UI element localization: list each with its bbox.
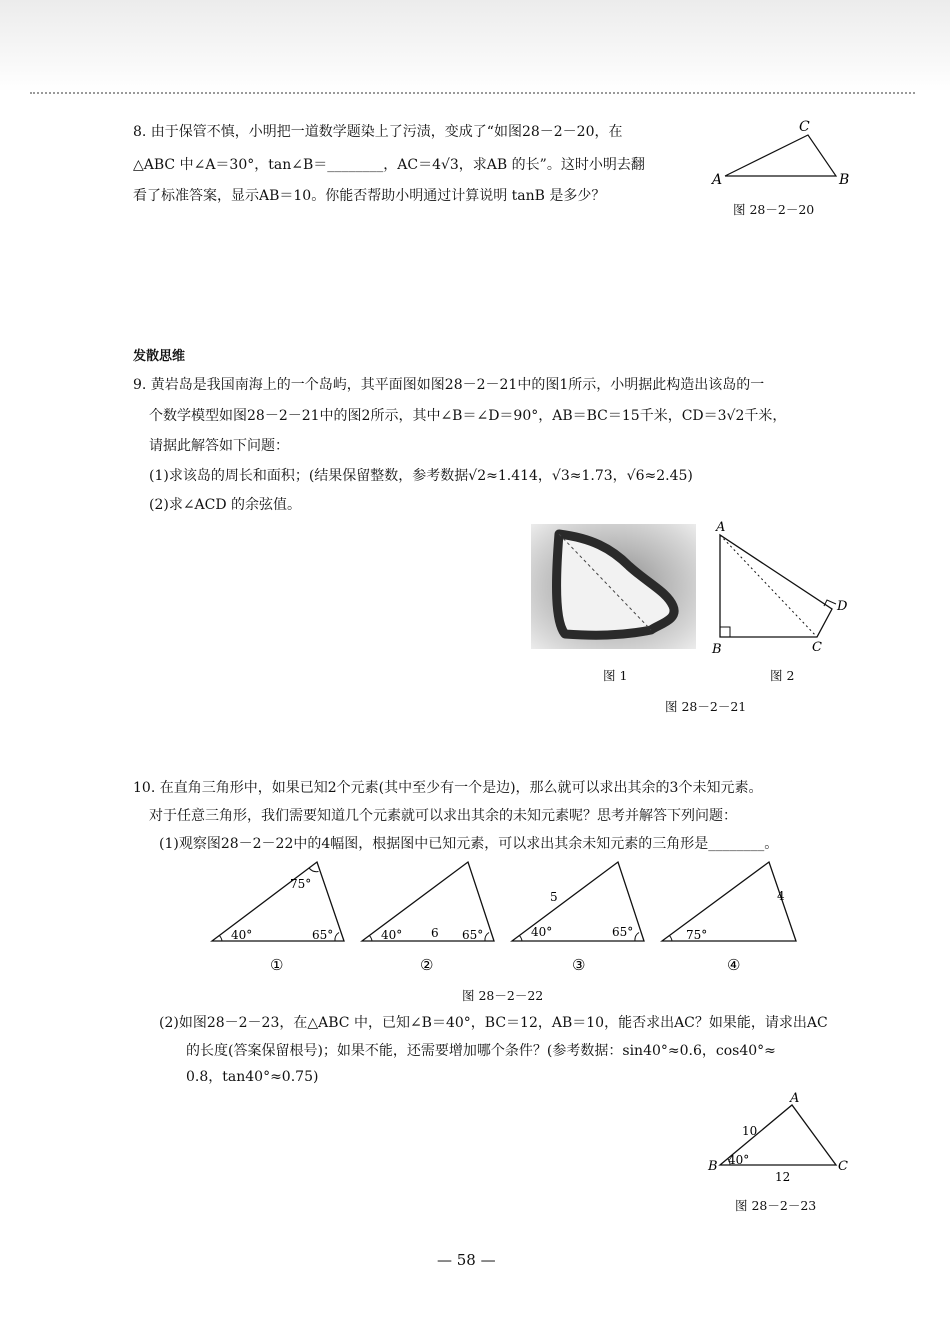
q9-line-2: 个数学模型如图28－2－21中的图2所示，其中∠B＝∠D＝90°，AB＝BC＝15千米，CD＝3√2千米，: [149, 408, 787, 424]
figure-2-quadrilateral: [705, 520, 855, 660]
t4-angle-left: 75°: [686, 928, 708, 942]
t4-side-right: 4: [777, 889, 785, 903]
t1-angle-right: 65°: [312, 928, 334, 942]
q9-line-1: 9. 黄岩岛是我国南海上的一个岛屿，其平面图如图28－2－21中的图1所示，小明据此构造出该岛的一: [133, 377, 765, 393]
page-number: — 58 —: [437, 1251, 496, 1269]
header-divider: [30, 92, 915, 94]
q9-line-4: (1)求该岛的周长和面积；(结果保留整数，参考数据√2≈1.414，√3≈1.73，√6≈2.45): [149, 468, 693, 484]
t3-angle-left: 40°: [531, 925, 553, 939]
q8-line-3: 看了标准答案，显示AB＝10。你能否帮助小明通过计算说明 tanB 是多少？: [133, 188, 606, 204]
fig23-angle-b: 40°: [728, 1153, 750, 1167]
fig20-label-c: C: [799, 119, 810, 135]
figure-28-2-20: [705, 118, 855, 193]
figure-28-2-22: [200, 855, 810, 975]
q10-part2-line-3: 0.8，tan40°≈0.75): [186, 1069, 319, 1085]
t1-number: ①: [270, 956, 284, 974]
fig2-label-b: B: [712, 642, 722, 657]
fig23-side-ab: 10: [742, 1124, 758, 1138]
section-heading: 发散思维: [133, 349, 186, 364]
t3-angle-right: 65°: [612, 925, 634, 939]
t1-angle-top: 75°: [290, 877, 312, 891]
fig2-label-a: A: [716, 520, 726, 535]
t1-angle-left: 40°: [231, 928, 253, 942]
header-band: [0, 0, 950, 92]
fig20-caption: 图 28－2－20: [733, 202, 815, 217]
q8-line-2: △ABC 中∠A＝30°，tan∠B＝________，AC＝4√3，求AB 的长”。这时小明去翻: [133, 157, 645, 173]
t3-side-left: 5: [550, 890, 558, 904]
q10-line-1: 10. 在直角三角形中，如果已知2个元素(其中至少有一个是边)，那么就可以求出其余的3个未知元素。: [133, 780, 763, 796]
q9-line-3: 请据此解答如下问题：: [149, 438, 289, 454]
fig23-side-bc: 12: [775, 1170, 791, 1184]
fig22-caption: 图 28－2－22: [462, 988, 544, 1003]
triangle-1: [212, 862, 344, 974]
t2-side-bottom: 6: [431, 926, 439, 940]
q10-line-2: 对于任意三角形，我们需要知道几个元素就可以求出其余的未知元素呢？思考并解答下列问题：: [149, 808, 737, 824]
q10-part2-line-2: 的长度(答案保留根号)；如果不能，还需要增加哪个条件？(参考数据：sin40°≈0.6，cos40°≈: [186, 1043, 776, 1059]
figure-28-2-23: [700, 1088, 865, 1188]
q10-part2-line-1: (2)如图28－2－23，在△ABC 中，已知∠B＝40°，BC＝12，AB＝10，能否求出AC？如果能，请求出AC: [159, 1015, 828, 1031]
fig20-label-a: A: [712, 172, 723, 188]
fig21-caption: 图 28－2－21: [665, 699, 747, 714]
q10-line-3: (1)观察图28－2－22中的4幅图，根据图中已知元素，可以求出其余未知元素的三角形是________。: [159, 836, 779, 852]
q9-line-5: (2)求∠ACD 的余弦值。: [149, 497, 302, 513]
fig2-label-c: C: [812, 640, 822, 655]
t2-angle-right: 65°: [462, 928, 484, 942]
t2-number: ②: [420, 956, 434, 974]
island-photo: [531, 524, 696, 649]
fig1-caption: 图 1: [603, 668, 628, 683]
t2-angle-left: 40°: [381, 928, 403, 942]
fig23-caption: 图 28－2－23: [735, 1198, 817, 1213]
fig23-label-b: B: [708, 1159, 718, 1174]
t4-number: ④: [727, 956, 741, 974]
triangle-3: [512, 862, 644, 974]
fig23-label-c: C: [838, 1159, 848, 1174]
fig2-caption: 图 2: [770, 668, 795, 683]
q8-line-1: 8. 由于保管不慎，小明把一道数学题染上了污渍，变成了“如图28－2－20，在: [133, 124, 623, 140]
triangle-2: [362, 862, 494, 974]
fig20-label-b: B: [839, 172, 850, 188]
triangle-4: [662, 862, 796, 974]
t3-number: ③: [572, 956, 586, 974]
fig23-label-a: A: [790, 1091, 800, 1106]
fig2-label-d: D: [837, 599, 848, 614]
